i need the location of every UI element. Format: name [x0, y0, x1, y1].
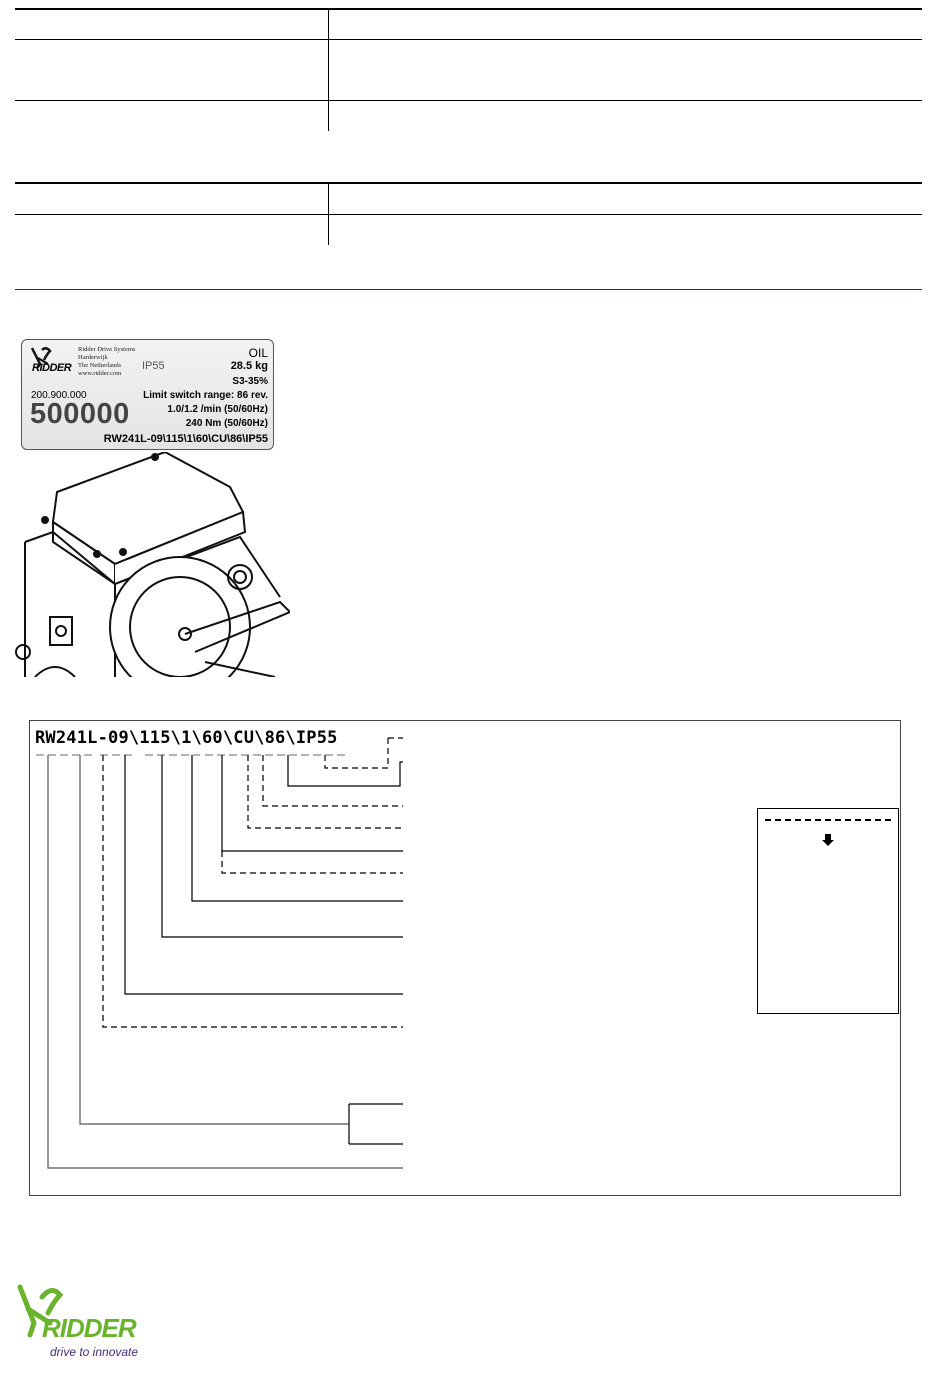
label-company-line1: Ridder Drive Systems — [78, 346, 136, 353]
label-company-line3: The Netherlands — [78, 362, 122, 369]
label-duty: S3-35% — [232, 376, 268, 387]
label-serial-number: 500000 — [30, 398, 130, 430]
label-torque: 240 Nm (50/60Hz) — [185, 418, 268, 429]
label-company-line4: www.ridder.com — [78, 370, 122, 377]
label-speed: 1.0/1.2 /min (50/60Hz) — [167, 404, 268, 415]
label-model-code: RW241L-09\115\1\60\CU\86\IP55 — [103, 433, 268, 445]
label-ip-rating: IP55 — [142, 360, 165, 372]
label-weight: 28.5 kg — [230, 360, 268, 372]
label-oil: OIL — [248, 346, 268, 360]
type-code: RW241L-09\115\1\60\CU\86\IP55 — [35, 728, 338, 748]
label-logo-text: RIDDER — [32, 362, 72, 374]
label-company-line2: Harderwijk — [78, 354, 108, 361]
footer-logo-tagline: drive to innovate — [50, 1345, 139, 1359]
label-limit-switch: Limit switch range: 86 rev. — [143, 390, 268, 401]
footer-logo-brand: RIDDER — [42, 1313, 136, 1343]
arrow-down-icon — [821, 833, 835, 847]
footer-ridder-logo — [12, 1283, 162, 1373]
label-article-number: 200.900.000 — [31, 390, 87, 401]
legend-box — [757, 808, 899, 1014]
